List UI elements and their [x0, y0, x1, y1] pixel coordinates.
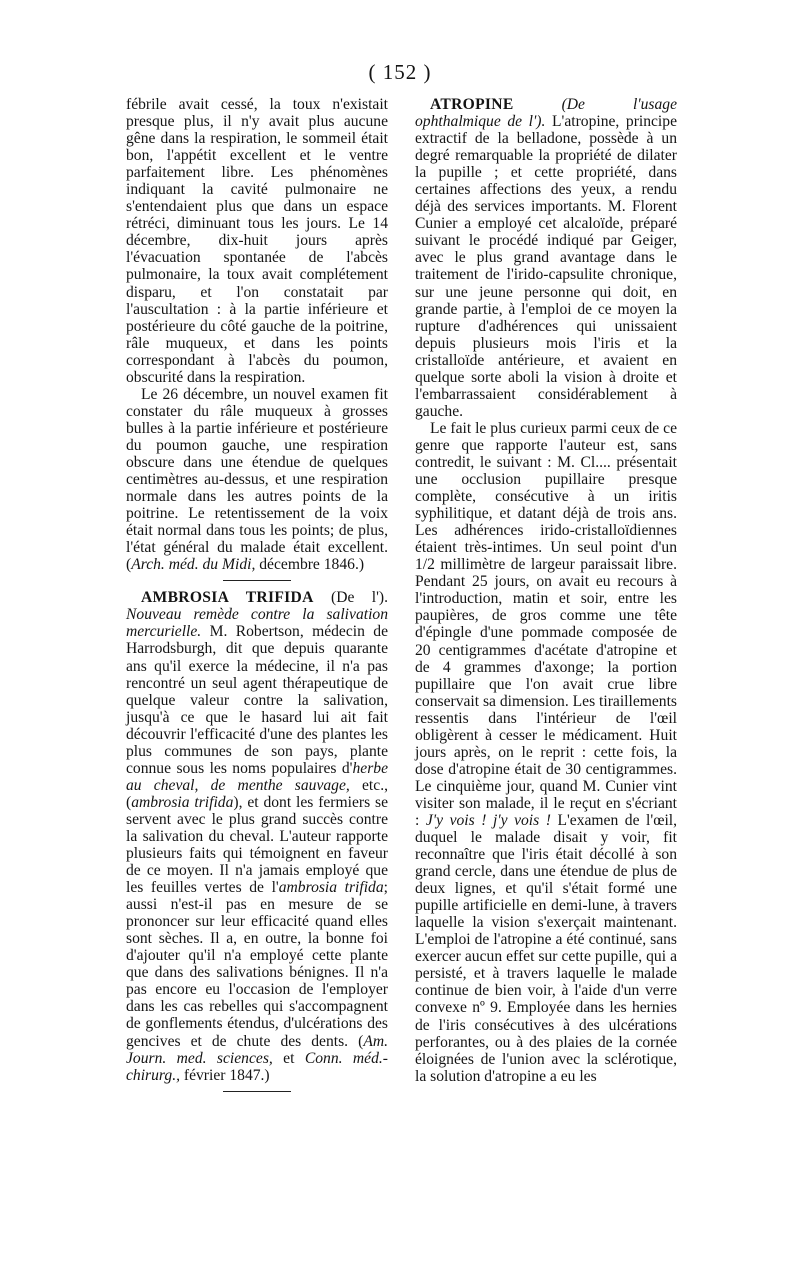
entry-text: M. Robertson, médecin de Harrodsburgh, dit que depuis quarante ans qu'il exerce la médecine, il n'a pas rencontré un seul agent thérapeutique de quelque valeur contre la salivation, jusqu'à ce que le hasard lui ait fait découvrir l'efficacité d'une des plantes les plus communes de son pays, plante connue sous les noms populaires d' [126, 623, 388, 777]
case-text: Le fait le plus curieux parmi ceux de ce genre que rapporte l'auteur est, sans contredit, le suivant : M. Cl.... présentait une occlusion pupillaire presque complète, consécutive à un iritis syphilitique, et datant déjà de trois ans. Les adhérences irido-cristalloïdiennes étaient très-intimes. Un seul point d'un 1/2 millimètre de largeur paraissait libre. Pendant 25 jours, on avait eu recours à l'introduction, matin et soir, entre les paupières, de gros comme une tête d'épingle d'une pommade composée de 20 centigrammes d'acétate d'atropine et de 4 grammes d'axonge; la portion pupillaire que l'on avait crue libre conservait sa dimension. Les tiraillements ressentis dans l'intérieur de l'œil obligèrent à cesser le médicament. Huit jours après, on le reprit : cette fois, la dose d'atropine était de 30 centigrammes. Le cinquième jour, quand M. Cunier vint visiter son malade, il le reçut en s'écriant : [415, 419, 677, 829]
entry-subtitle: (De l'usage ophthalmique de l'). [415, 96, 677, 131]
examination-paragraph [126, 386, 388, 574]
patient-exclamation: J'y vois ! j'y vois ! [425, 811, 551, 829]
case-paragraph [415, 420, 677, 1085]
entry-text: etc., ( [126, 776, 388, 811]
section-divider [223, 580, 291, 581]
journal-citation: Am. Journ. med. sciences, [126, 1032, 388, 1067]
latin-name: ambrosia trifida [278, 879, 384, 897]
examination-text: Le 26 décembre, un nouvel examen fit constater du râle muqueux à grosses bulles à la partie inférieure et postérieure du poumon gauche, une respiration obscure dans une étendue de quelques centimètres au-dessus, et une respiration normale dans les autres points de la poitrine. Le retentissement de la voix était normal dans tous les points; de plus, l'état général du malade était excellent. ( [126, 385, 388, 574]
left-column [126, 96, 388, 1100]
continuation-paragraph [126, 96, 388, 386]
entry-text: ; aussi n'est-il pas en mesure de se prononcer sur leur efficacité quand elles sont sèches. Il a, en outre, la bonne foi d'ajouter qu'il n'a employé cette plante que dans des salivations bénignes. Il n'a pas encore eu l'occasion de l'employer dans les cas rebelles qui s'accompagnent de gonflements étendus, d'ulcérations des gencives et de chute des dents. ( [126, 879, 388, 1050]
entry-subtitle: Nouveau remède contre la salivation mercurielle. [126, 606, 388, 641]
entry-heading-suffix: (De l'). [313, 589, 388, 607]
ambrosia-entry [126, 589, 388, 1083]
citation-date: décembre 1846.) [255, 556, 365, 574]
journal-citation: Conn. méd.-chirurg., [126, 1049, 388, 1084]
journal-citation: Arch. méd. du Midi, [131, 556, 256, 574]
section-divider [223, 1091, 291, 1092]
right-column [415, 96, 677, 1085]
entry-text: ), et dont les fermiers se servent avec le plus grand succès contre la salivation du cheval. L'auteur rapporte plusieurs faits qui témoignent en faveur de ce moyen. Il n'a jamais employé que les feuilles vertes de l' [126, 793, 388, 897]
continuation-text: fébrile avait cessé, la toux n'existait presque plus, il n'y avait plus aucune gêne dans la respiration, le sommeil était bon, l'appétit excellent et le ventre parfaitement libre. Les phénomènes indiquant la cavité pulmonaire ne s'entendaient plus que dans un espace rétréci, diminuant tous les jours. Le 14 décembre, dix-huit jours après l'évacuation spontanée de l'abcès pulmonaire, la toux avait complétement disparu, et l'on constatait par l'auscultation : à la partie inférieure et postérieure du côté gauche de la poitrine, râle muqueux, et dans les points correspondant à l'abcès du poumon, obscurité dans la respiration. [126, 96, 388, 386]
latin-name: ambrosia trifida [131, 793, 234, 811]
case-text: L'examen de l'œil, duquel le malade disait y voir, fit reconnaître que l'iris était décollé à son grand cercle, dans une étendue de plus de deux lignes, et qu'il s'était formé une pupille artificielle en demi-lune, à travers laquelle la vision s'exerçait maintenant. L'emploi de l'atropine a été continué, sans exercer aucun effet sur cette pupille, qui a persisté, et à travers laquelle le malade continue de bien voir, à l'aide d'un verre convexe nº 9. Employée dans les hernies de l'iris consécutives à des ulcérations perforantes, ou à des plaies de la cornée éloignées de l'union avec la sclérotique, la solution d'atropine a eu les [415, 811, 678, 1085]
entry-text: L'atropine, principe extractif de la belladone, possède à un degré remarquable la propriété de dilater la pupille ; et cette propriété, dans certaines affections des yeux, a rendu déjà des services importants. M. Florent Cunier a employé cet alcaloïde, préparé suivant le procédé indiqué par Geiger, avec le plus grand avantage dans le traitement de l'irido-capsulite chronique, sur une jeune personne qui doit, en grande partie, à l'emploi de ce moyen la rupture d'adhérences qui unissaient depuis plusieurs mois l'iris et la cristalloïde antérieure, et avaient en quelque sorte aboli la vision à droite et l'embarrassaient considérablement à gauche. [415, 113, 677, 420]
page-number: ( 152 ) [368, 60, 432, 84]
popular-names: herbe au cheval, de menthe sauvage, [126, 759, 388, 794]
entry-heading: ATROPINE [430, 96, 514, 113]
citation-date: février 1847.) [180, 1066, 270, 1084]
atropine-entry [415, 96, 677, 420]
entry-text: et [272, 1049, 305, 1067]
entry-heading: AMBROSIA TRIFIDA [141, 589, 314, 607]
